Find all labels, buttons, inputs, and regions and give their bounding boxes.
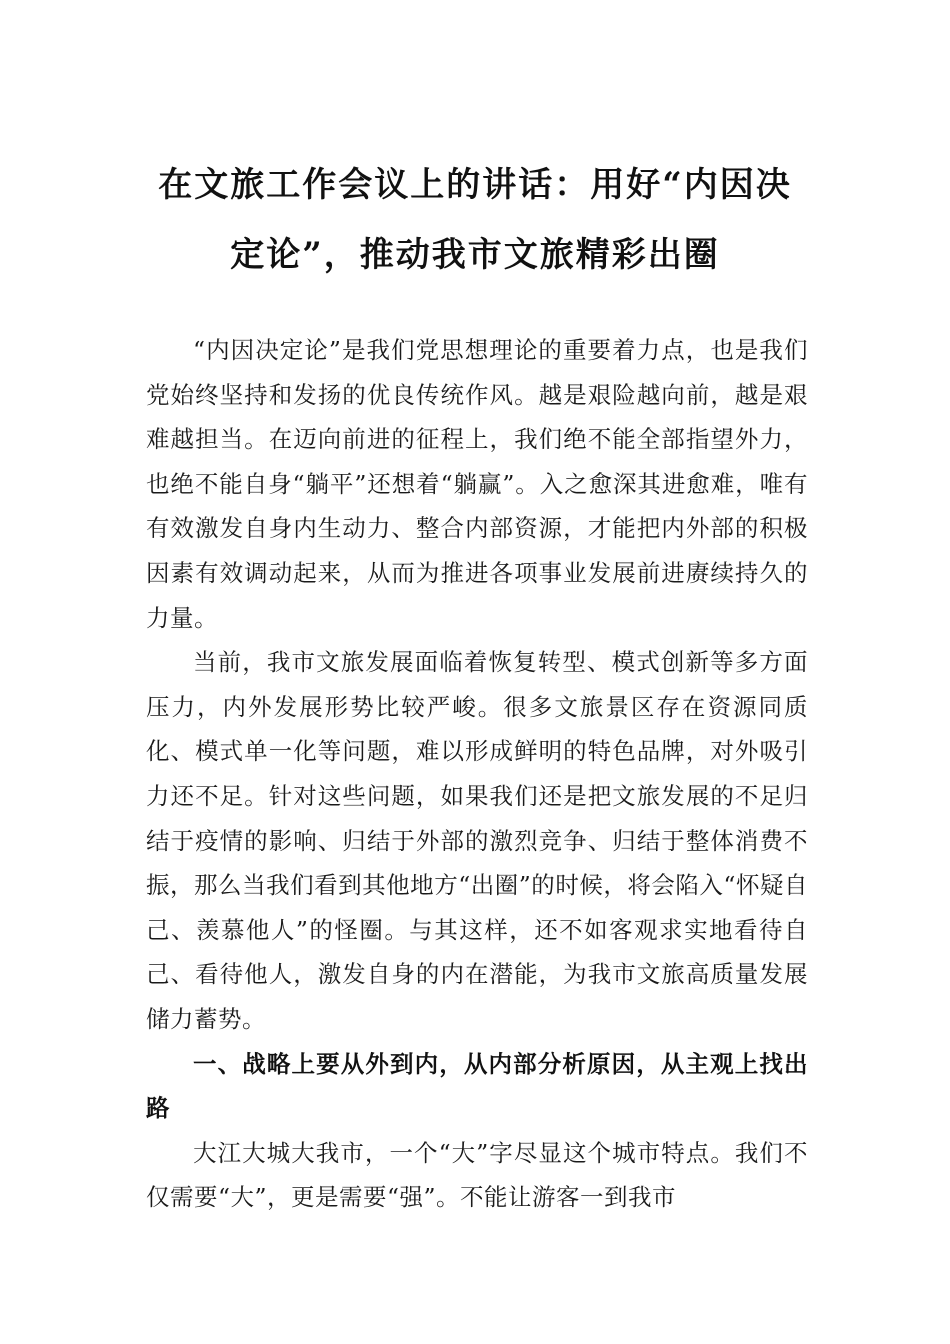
title-line-1: 在文旅工作会议上的讲话：用好“内因决 <box>158 165 792 205</box>
title-line-2: 定论”，推动我市文旅精彩出圈 <box>230 235 720 275</box>
document-body <box>146 328 808 1220</box>
paragraph-3: 大江大城大我市，一个“大”字尽显这个城市特点。我们不仅需要“大”，更是需要“强”。不能让游客一到我市 <box>146 1138 808 1212</box>
paragraph-1: “内因决定论”是我们党思想理论的重要着力点，也是我们党始终坚持和发扬的优良传统作风。越是艰险越向前，越是艰难越担当。在迈向前进的征程上，我们绝不能全部指望外力，也绝不能自身“躺平”还想着“躺赢”。入之愈深其进愈难，唯有有效激发自身内生动力、整合内部资源，才能把内外部的积极因素有效调动起来，从而为推进各项事业发展前进赓续持久的力量。 <box>146 336 808 632</box>
document-title <box>130 150 820 290</box>
paragraph-2: 当前，我市文旅发展面临着恢复转型、模式创新等多方面压力，内外发展形势比较严峻。很多文旅景区存在资源同质化、模式单一化等问题，难以形成鲜明的特色品牌，对外吸引力还不足。针对这些问题，如果我们还是把文旅发展的不足归结于疫情的影响、归结于外部的激烈竞争、归结于整体消费不振，那么当我们看到其他地方“出圈”的时候，将会陷入“怀疑自己、羡慕他人”的怪圈。与其这样，还不如客观求实地看待自己、看待他人，激发自身的内在潜能，为我市文旅高质量发展储力蓄势。 <box>146 648 808 1033</box>
section-heading-1: 一、战略上要从外到内，从内部分析原因，从主观上找出路 <box>146 1049 808 1123</box>
